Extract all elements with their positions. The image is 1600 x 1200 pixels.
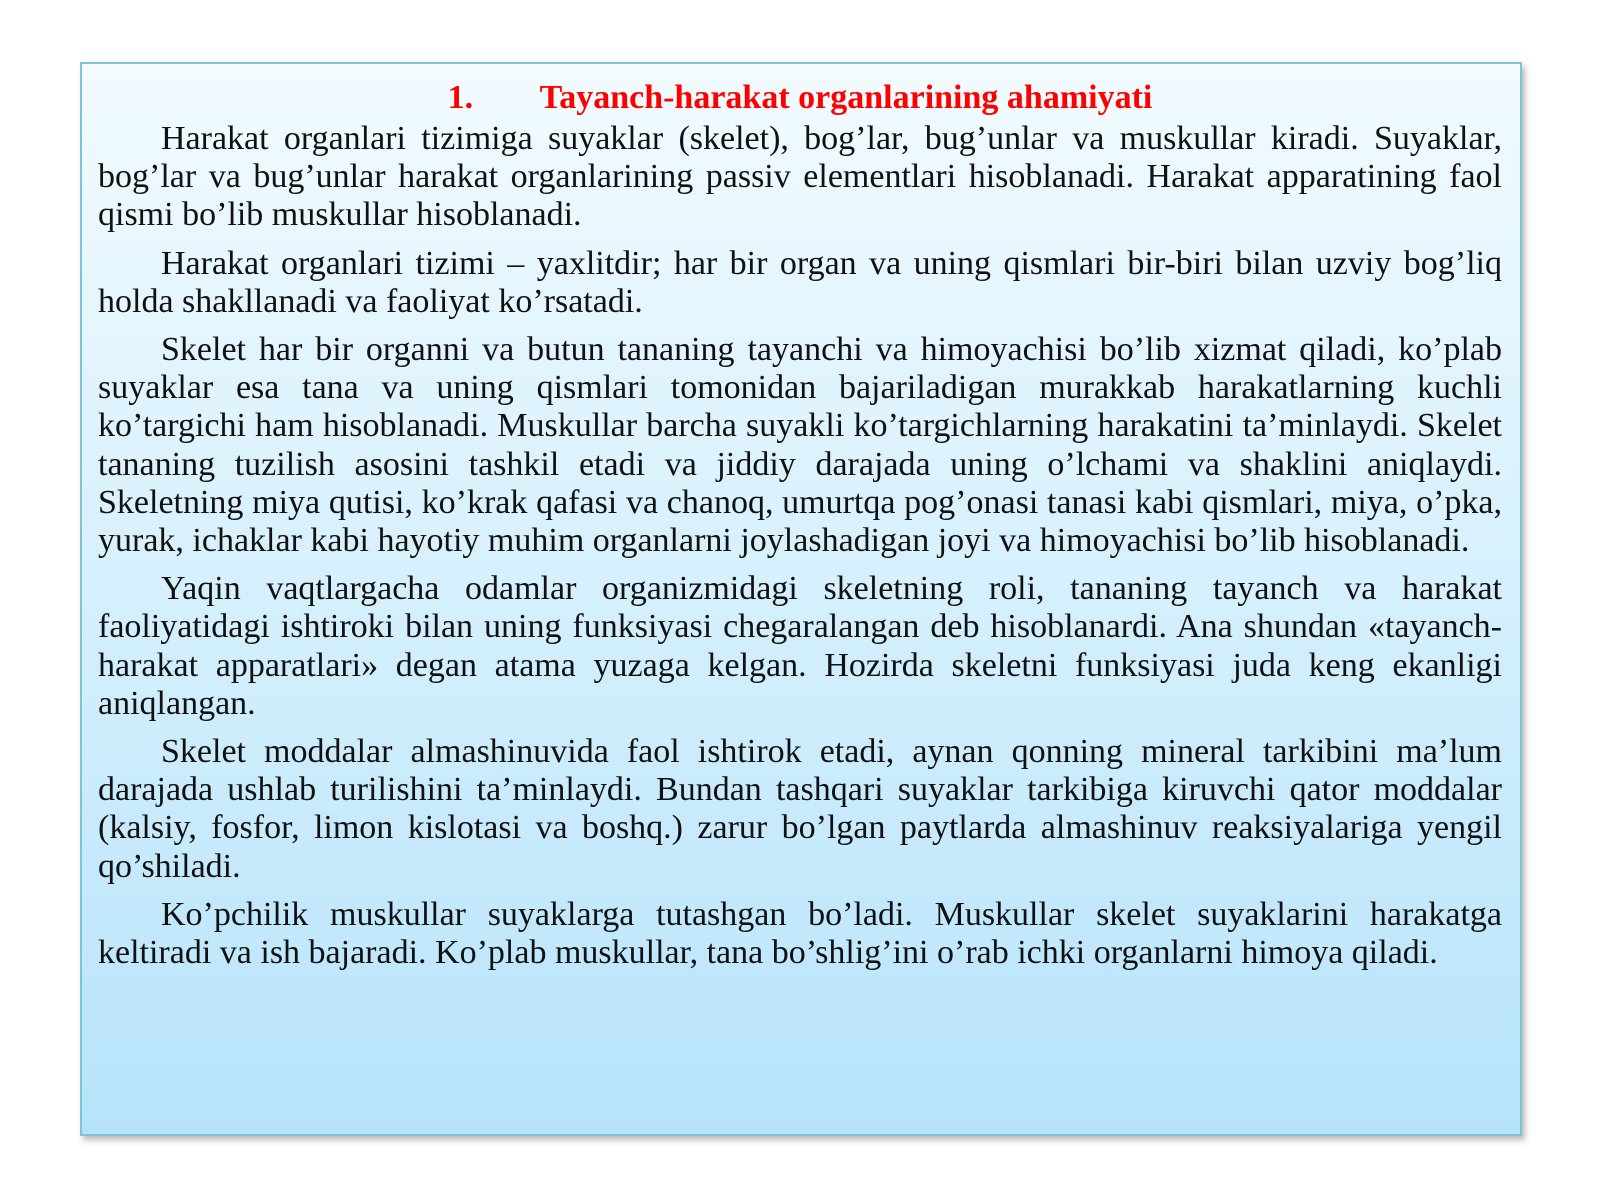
title-number: 1.: [447, 79, 474, 116]
paragraph-1: Harakat organlari tizimiga suyaklar (skelet), bog’lar, bug’unlar va muskullar kiradi. Suyaklar, bog’lar va bug’unlar harakat organlarining passiv elementlari hisoblanadi. Harakat apparatining faol qismi bo’lib muskullar hisoblanadi.: [98, 120, 1502, 234]
paragraph-5: Skelet moddalar almashinuvida faol ishtirok etadi, aynan qonning mineral tarkibini ma’lum darajada ushlab turilishini ta’minlaydi. Bundan tashqari suyaklar tarkibiga kiruvchi qator moddalar (kalsiy, fosfor, limon kislotasi va boshq.) zarur bo’lgan paytlarda almashinuv reaksiyalariga yengil qo’shiladi.: [98, 733, 1502, 885]
slide-title: [98, 76, 1502, 120]
content-box: [80, 62, 1522, 1136]
paragraph-4: Yaqin vaqtlargacha odamlar organizmidagi skeletning roli, tananing tayanch va harakat faoliyatidagi ishtiroki bilan uning funksiyasi chegaralangan deb hisoblanardi. Ana shundan «tayanch-harakat apparatlari» degan atama yuzaga kelgan. Hozirda skeletni funksiyasi juda keng ekanligi aniqlangan.: [98, 570, 1502, 722]
paragraph-2: Harakat organlari tizimi – yaxlitdir; har bir organ va uning qismlari bir-biri bilan uzviy bog’liq holda shakllanadi va faoliyat ko’rsatadi.: [98, 244, 1502, 320]
paragraph-6: Ko’pchilik muskullar suyaklarga tutashgan bo’ladi. Muskullar skelet suyaklarini harakatga keltiradi va ish bajaradi. Ko’plab muskullar, tana bo’shlig’ini o’rab ichki organlarni himoya qiladi.: [98, 895, 1502, 972]
title-text: Tayanch-harakat organlarining ahamiyati: [539, 79, 1153, 116]
paragraph-3: Skelet har bir organni va butun tananing tayanchi va himoyachisi bo’lib xizmat qiladi, ko’plab suyaklar esa tana va uning qismlari tomonidan bajariladigan murakkab harakatlarning kuchli ko’targichi ham hisoblanadi. Muskullar barcha suyakli ko’targichlarning harakatini ta’minlaydi. Skelet tananing tuzilish asosini tashkil etadi va jiddiy darajada uning o’lchami va shaklini aniqlaydi. Skeletning miya qutisi, ko’krak qafasi va chanoq, umurtqa pog’onasi tanasi kabi qismlari, miya, o’pka, yurak, ichaklar kabi hayotiy muhim organlarni joylashadigan joyi va himoyachisi bo’lib hisoblanadi.: [98, 331, 1502, 560]
